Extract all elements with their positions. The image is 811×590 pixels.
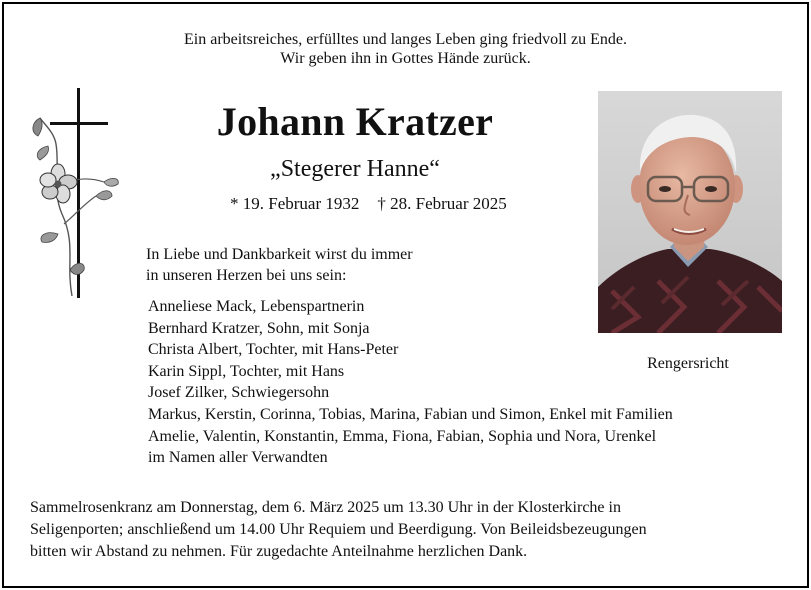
- deceased-nickname: „Stegerer Hanne“: [270, 156, 440, 182]
- mourner-line: Karin Sippl, Tochter, mit Hans: [148, 362, 345, 380]
- mourner-line: Markus, Kerstin, Corinna, Tobias, Marina, Fabian und Simon, Enkel mit Familien: [148, 405, 673, 423]
- birth-date: * 19. Februar 1932: [230, 194, 360, 213]
- dedication-text: [146, 244, 486, 286]
- death-date: † 28. Februar 2025: [377, 194, 507, 213]
- mourner-line: Amelie, Valentin, Konstantin, Emma, Fiona, Fabian, Sophia und Nora, Urenkel: [148, 427, 657, 445]
- residence-place: Rengersricht: [647, 355, 729, 372]
- intro-text: [0, 30, 811, 68]
- notice-line-2: Seligenporten; anschließend um 14.00 Uhr Requiem und Beerdigung. Von Beileidsbezeugungen: [30, 521, 647, 538]
- mourner-line: Christa Albert, Tochter, mit Hans-Peter: [148, 341, 399, 359]
- cross-with-flower-icon: [26, 84, 126, 304]
- mourner-line: im Namen aller Verwandten: [148, 449, 328, 467]
- intro-line-2: Wir geben ihn in Gottes Hände zurück.: [280, 50, 531, 67]
- mourner-line: Josef Zilker, Schwiegersohn: [148, 384, 330, 402]
- notice-line-1: Sammelrosenkranz am Donnerstag, dem 6. März 2025 um 13.30 Uhr in der Klosterkirche in: [30, 499, 621, 516]
- mourner-line: Bernhard Kratzer, Sohn, mit Sonja: [148, 319, 370, 337]
- mourner-line: Anneliese Mack, Lebenspartnerin: [148, 298, 365, 315]
- notice-line-3: bitten wir Abstand zu nehmen. Für zugedachte Anteilnahme herzlichen Dank.: [30, 543, 528, 560]
- dedication-line-2: in unseren Herzen bei uns sein:: [146, 267, 347, 284]
- intro-line-1: Ein arbeitsreiches, erfülltes und langes Leben ging friedvoll zu Ende.: [184, 31, 627, 48]
- service-notice: [30, 497, 790, 563]
- dedication-line-1: In Liebe und Dankbarkeit wirst du immer: [146, 246, 413, 263]
- life-dates: [230, 193, 580, 215]
- deceased-name: Johann Kratzer: [216, 99, 494, 144]
- portrait-photo: [598, 91, 782, 333]
